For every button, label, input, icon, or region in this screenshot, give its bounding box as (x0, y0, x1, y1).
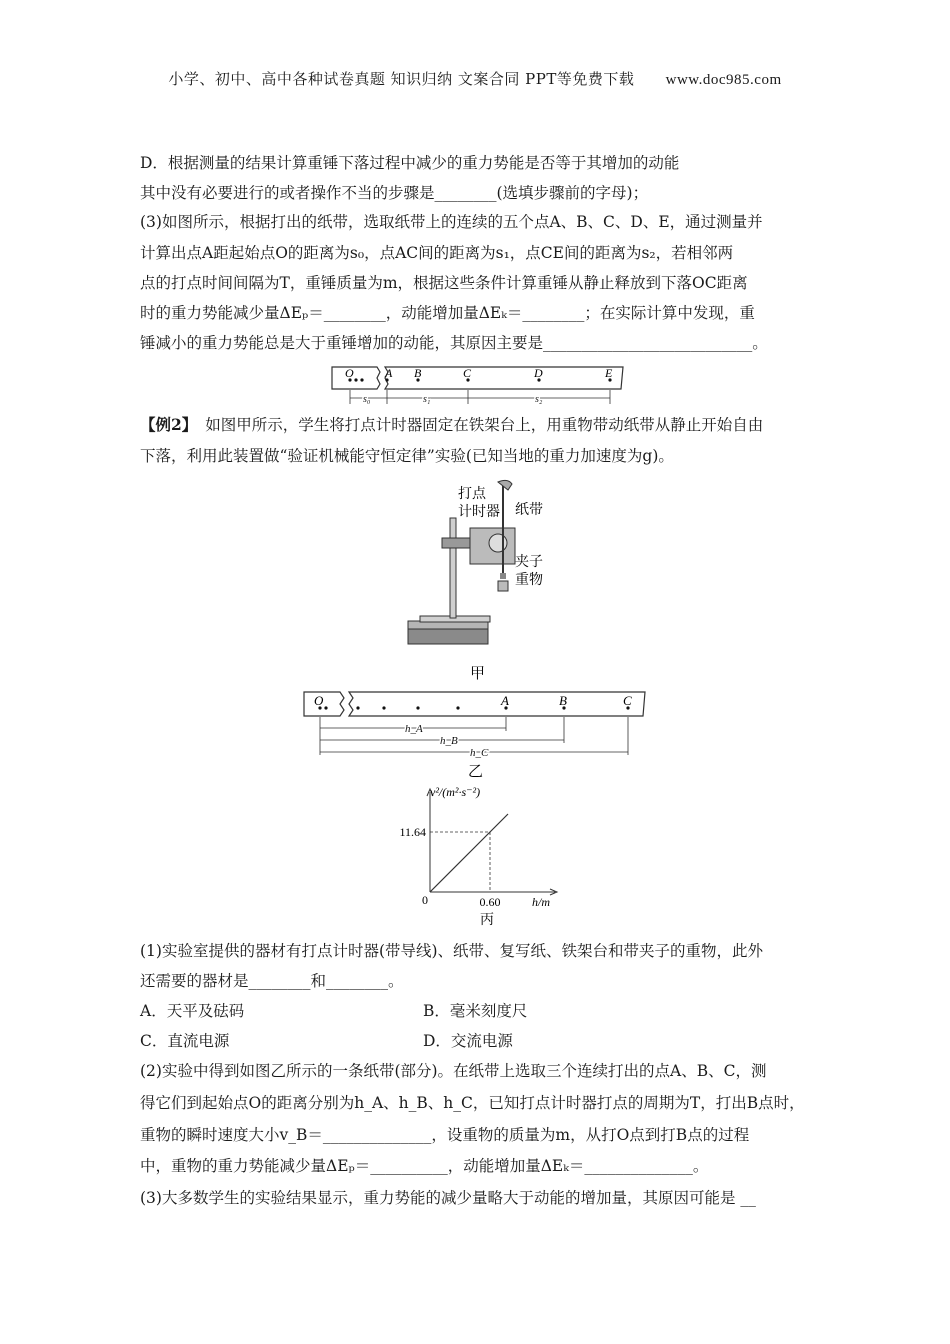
hb-label: h_B (440, 735, 458, 747)
y-axis-label: v²/(m²·s⁻²) (430, 785, 481, 799)
s2-label: s₂ (535, 394, 543, 405)
point-a-label: A (385, 366, 393, 380)
tape-figure-1 (330, 364, 626, 406)
point-a2-label: A (501, 693, 509, 708)
point-o-label: O (345, 366, 354, 380)
caption-bing: 丙 (480, 913, 494, 928)
example-label: 【例2】 (140, 415, 198, 434)
point-c2-label: C (623, 693, 632, 708)
point-o2-label: O (314, 693, 324, 708)
point-b-label: B (414, 366, 422, 380)
option-a: A．天平及砝码 (140, 1002, 245, 1020)
q2-line: 中，重物的重力势能减少量ΔEₚ＝__________，动能增加量ΔEₖ＝______________。 (140, 1157, 709, 1175)
x-axis-label: h/m (532, 895, 550, 909)
point-e-label: E (605, 366, 613, 380)
clip-label: 夹子 (515, 555, 543, 570)
point-d-label: D (534, 366, 543, 380)
option-b: B．毫米刻度尺 (423, 1002, 528, 1020)
header-text: 小学、初中、高中各种试卷真题 知识归纳 文案合同 PPT等免费下载 (168, 70, 635, 88)
page-header (0, 68, 950, 89)
timer-label-2: 计时器 (458, 505, 500, 520)
caption-yi: 乙 (468, 764, 484, 780)
question-3-line: (3)如图所示，根据打出的纸带，选取纸带上的连续的五个点A、B、C、D、E，通过测量并 (140, 213, 763, 231)
x-tick-label: 0.60 (479, 895, 501, 909)
tape-figure-2 (300, 688, 650, 780)
timer-label-1: 打点 (458, 487, 486, 502)
origin-label: 0 (422, 893, 428, 907)
caption-jia: 甲 (470, 666, 486, 682)
example-2-line (140, 414, 810, 436)
apparatus-figure (400, 478, 570, 683)
y-tick-label: 11.64 (399, 825, 426, 839)
option-row (140, 1030, 810, 1052)
hc-label: h_C (470, 747, 489, 759)
option-d: D．交流电源 (423, 1032, 513, 1050)
question-3-line: 点的打点时间间隔为T，重锤质量为m，根据这些条件计算重锤从静止释放到下落OC距离 (140, 274, 748, 292)
question-3-line: 时的重力势能减少量ΔEₚ＝________，动能增加量ΔEₖ＝________；在实际计算中发现，重 (140, 304, 755, 322)
weight-label: 重物 (515, 573, 543, 588)
v2-h-chart (390, 784, 590, 929)
option-d-line: D．根据测量的结果计算重锤下落过程中减少的重力势能是否等于其增加的动能 (140, 154, 680, 172)
tape-label: 纸带 (515, 503, 543, 518)
point-c-label: C (463, 366, 472, 380)
question-line: 其中没有必要进行的或者操作不当的步骤是________(选填步骤前的字母)； (140, 184, 649, 202)
q1-line: (1)实验室提供的器材有打点计时器(带导线)、纸带、复写纸、铁架台和带夹子的重物，此外 (140, 942, 764, 960)
question-3-line: 锤减小的重力势能总是大于重锤增加的动能，其原因主要是___________________________。 (140, 334, 768, 352)
q1-line: 还需要的器材是________和________。 (140, 972, 404, 990)
question-3-line: 计算出点A距起始点O的距离为s₀，点AC间的距离为s₁，点CE间的距离为s₂，若相邻两 (140, 244, 734, 262)
q2-line: 重物的瞬时速度大小v_B＝______________，设重物的质量为m，从打O点到打B点的过程 (140, 1126, 750, 1144)
example-text: 如图甲所示，学生将打点计时器固定在铁架台上，用重物带动纸带从静止开始自由 (205, 416, 764, 434)
q2-line: (2)实验中得到如图乙所示的一条纸带(部分)。在纸带上选取三个连续打出的点A、B、C，测 (140, 1062, 767, 1080)
s0-label: s₀ (363, 394, 371, 405)
option-row (140, 1000, 810, 1022)
option-c: C．直流电源 (140, 1032, 230, 1050)
data-line (430, 814, 508, 892)
point-b2-label: B (559, 693, 567, 708)
s1-label: s₁ (423, 394, 431, 405)
q2-line: 得它们到起始点O的距离分别为h_A、h_B、h_C，已知打点计时器打点的周期为T，打出B点时， (140, 1094, 805, 1112)
ha-label: h_A (405, 723, 423, 735)
q3-line: (3)大多数学生的实验结果显示，重力势能的减少量略大于动能的增加量，其原因可能是 __ (140, 1189, 756, 1207)
example-2-line: 下落，利用此装置做“验证机械能守恒定律”实验(已知当地的重力加速度为g)。 (140, 447, 674, 465)
header-url[interactable]: www.doc985.com (665, 72, 782, 88)
